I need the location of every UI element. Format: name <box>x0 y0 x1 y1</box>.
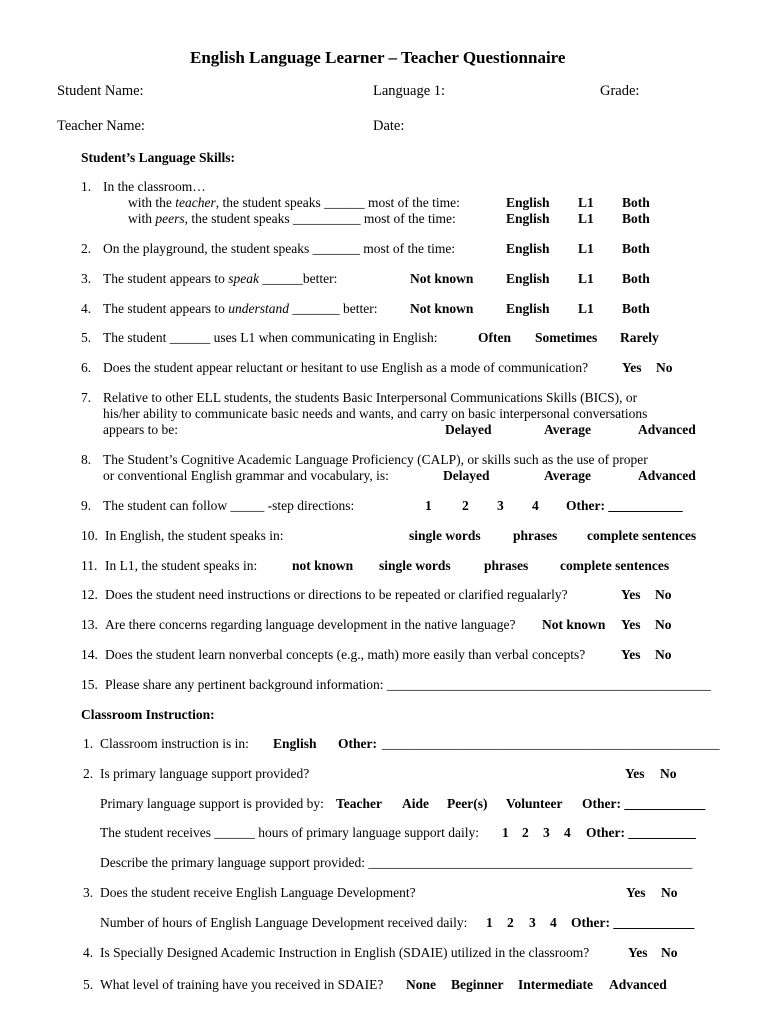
c5-beginner: Beginner <box>451 977 504 992</box>
q4-number: 4. <box>81 301 92 316</box>
q11-single-words: single words <box>379 558 451 573</box>
c3-hours-other: Other: ____________ <box>571 915 695 930</box>
q7-line3: appears to be: <box>103 422 178 437</box>
q3-not-known: Not known <box>410 271 474 286</box>
c2-hours-other: Other: __________ <box>586 825 696 840</box>
q9-number: 9. <box>81 498 92 513</box>
q14-no: No <box>655 647 672 662</box>
c2-aide: Aide <box>402 796 429 811</box>
c5-number: 5. <box>83 977 94 992</box>
q2-both: Both <box>622 241 650 256</box>
teacher-name-label: Teacher Name: <box>57 118 145 134</box>
section-classroom-instruction: Classroom Instruction: <box>81 707 215 722</box>
q3-text: The student appears to speak ______better: <box>103 271 338 286</box>
c2-hours-3: 3 <box>543 825 550 840</box>
language1-label: Language 1: <box>373 83 446 99</box>
q6-text: Does the student appear reluctant or hesitant to use English as a mode of communication? <box>103 360 589 375</box>
q3-l1: L1 <box>578 271 594 286</box>
c3-hours: Number of hours of English Language Development received daily: <box>100 915 468 930</box>
c2-hours-4: 4 <box>564 825 571 840</box>
q8-delayed: Delayed <box>443 468 490 483</box>
q2-text: On the playground, the student speaks _______ most of the time: <box>103 241 456 256</box>
c2-yes: Yes <box>625 766 645 781</box>
c5-text: What level of training have you received in SDAIE? <box>100 977 384 992</box>
q14-text: Does the student learn nonverbal concepts (e.g., math) more easily than verbal concepts? <box>105 647 586 662</box>
page-title: English Language Learner – Teacher Questionnaire <box>190 48 566 67</box>
c4-number: 4. <box>83 945 94 960</box>
q4-l1: L1 <box>578 301 594 316</box>
q4-english: English <box>506 301 550 316</box>
q3-english: English <box>506 271 550 286</box>
q1-line2: with peers, the student speaks __________ most of the time: <box>128 211 456 226</box>
q14-number: 14. <box>81 647 98 662</box>
q4-both: Both <box>622 301 650 316</box>
q13-no: No <box>655 617 672 632</box>
q7-number: 7. <box>81 390 92 405</box>
q2-english: English <box>506 241 550 256</box>
c1-other-line: __________________________________________________ <box>382 736 720 751</box>
c2-describe: Describe the primary language support provided: ________________________________________________ <box>100 855 693 870</box>
c2-hours-2: 2 <box>522 825 529 840</box>
c5-advanced: Advanced <box>609 977 667 992</box>
q9-option-4: 4 <box>532 498 539 513</box>
q5-sometimes: Sometimes <box>535 330 598 345</box>
c3-text: Does the student receive English Language Development? <box>100 885 416 900</box>
q12-number: 12. <box>81 587 98 602</box>
c2-no: No <box>660 766 677 781</box>
q12-yes: Yes <box>621 587 641 602</box>
student-name-label: Student Name: <box>57 83 144 99</box>
q5-text: The student ______ uses L1 when communicating in English: <box>103 330 438 345</box>
q1b-l1: L1 <box>578 211 594 226</box>
q5-number: 5. <box>81 330 92 345</box>
grade-label: Grade: <box>600 83 640 99</box>
q12-no: No <box>655 587 672 602</box>
c2-other: Other: ____________ <box>582 796 706 811</box>
q13-number: 13. <box>81 617 98 632</box>
q11-not-known: not known <box>292 558 354 573</box>
c2-hours-1: 1 <box>502 825 509 840</box>
c3-hours-3: 3 <box>529 915 536 930</box>
c3-yes: Yes <box>626 885 646 900</box>
c1-english: English <box>273 736 317 751</box>
q4-not-known: Not known <box>410 301 474 316</box>
q9-option-1: 1 <box>425 498 432 513</box>
q2-number: 2. <box>81 241 92 256</box>
q10-number: 10. <box>81 528 98 543</box>
q2-l1: L1 <box>578 241 594 256</box>
c3-number: 3. <box>83 885 94 900</box>
c1-number: 1. <box>83 736 94 751</box>
q1b-both: Both <box>622 211 650 226</box>
c3-hours-4: 4 <box>550 915 557 930</box>
q14-yes: Yes <box>621 647 641 662</box>
q11-text: In L1, the student speaks in: <box>105 558 258 573</box>
date-label: Date: <box>373 118 405 134</box>
q7-advanced: Advanced <box>638 422 696 437</box>
q1b-english: English <box>506 211 550 226</box>
q1-line1: with the teacher, the student speaks ______ most of the time: <box>128 195 460 210</box>
q15-number: 15. <box>81 677 98 692</box>
c2-provided-by: Primary language support is provided by: <box>100 796 324 811</box>
q6-no: No <box>656 360 673 375</box>
q5-often: Often <box>478 330 511 345</box>
q1a-english: English <box>506 195 550 210</box>
q10-phrases: phrases <box>513 528 558 543</box>
q13-text: Are there concerns regarding language development in the native language? <box>105 617 516 632</box>
q8-line2: or conventional English grammar and vocabulary, is: <box>103 468 389 483</box>
c5-none: None <box>406 977 436 992</box>
q1-number: 1. <box>81 179 92 194</box>
c5-intermediate: Intermediate <box>518 977 593 992</box>
q10-text: In English, the student speaks in: <box>105 528 284 543</box>
q3-both: Both <box>622 271 650 286</box>
c2-volunteer: Volunteer <box>506 796 563 811</box>
q9-option-2: 2 <box>462 498 469 513</box>
q11-phrases: phrases <box>484 558 529 573</box>
q7-delayed: Delayed <box>445 422 492 437</box>
section-language-skills: Student’s Language Skills: <box>81 150 236 165</box>
q11-complete-sentences: complete sentences <box>560 558 670 573</box>
c2-receives: The student receives ______ hours of primary language support daily: <box>100 825 480 840</box>
q11-number: 11. <box>81 558 98 573</box>
q7-line2: his/her ability to communicate basic needs and wants, and carry on basic interpersonal conversations <box>103 406 648 421</box>
q15-text: Please share any pertinent background information: ________________________________________________ <box>105 677 711 692</box>
q8-average: Average <box>544 468 591 483</box>
q1-text: In the classroom… <box>103 179 206 194</box>
q9-other: Other: ___________ <box>566 498 683 513</box>
c3-hours-1: 1 <box>486 915 493 930</box>
q9-option-3: 3 <box>497 498 504 513</box>
q7-average: Average <box>544 422 591 437</box>
c4-text: Is Specially Designed Academic Instruction in English (SDAIE) utilized in the classroom? <box>100 945 590 960</box>
q13-yes: Yes <box>621 617 641 632</box>
c1-text: Classroom instruction is in: <box>100 736 249 751</box>
c3-no: No <box>661 885 678 900</box>
c2-number: 2. <box>83 766 94 781</box>
q1a-l1: L1 <box>578 195 594 210</box>
c3-hours-2: 2 <box>507 915 514 930</box>
c2-peers: Peer(s) <box>447 796 488 811</box>
c4-yes: Yes <box>628 945 648 960</box>
q7-line1: Relative to other ELL students, the students Basic Interpersonal Communications Skills (BICS), or <box>103 390 638 405</box>
q6-yes: Yes <box>622 360 642 375</box>
q8-line1: The Student’s Cognitive Academic Language Proficiency (CALP), or skills such as the use of proper <box>103 452 648 467</box>
q3-number: 3. <box>81 271 92 286</box>
c1-other: Other: <box>338 736 377 751</box>
q4-text: The student appears to understand _______ better: <box>103 301 378 316</box>
q12-text: Does the student need instructions or directions to be repeated or clarified regualarly? <box>105 587 568 602</box>
c4-no: No <box>661 945 678 960</box>
q6-number: 6. <box>81 360 92 375</box>
q13-not-known: Not known <box>542 617 606 632</box>
q8-advanced: Advanced <box>638 468 696 483</box>
q5-rarely: Rarely <box>620 330 659 345</box>
c2-teacher: Teacher <box>336 796 382 811</box>
q10-complete-sentences: complete sentences <box>587 528 697 543</box>
q8-number: 8. <box>81 452 92 467</box>
q9-text: The student can follow _____ -step directions: <box>103 498 355 513</box>
c2-text: Is primary language support provided? <box>100 766 310 781</box>
q10-single-words: single words <box>409 528 481 543</box>
q1a-both: Both <box>622 195 650 210</box>
